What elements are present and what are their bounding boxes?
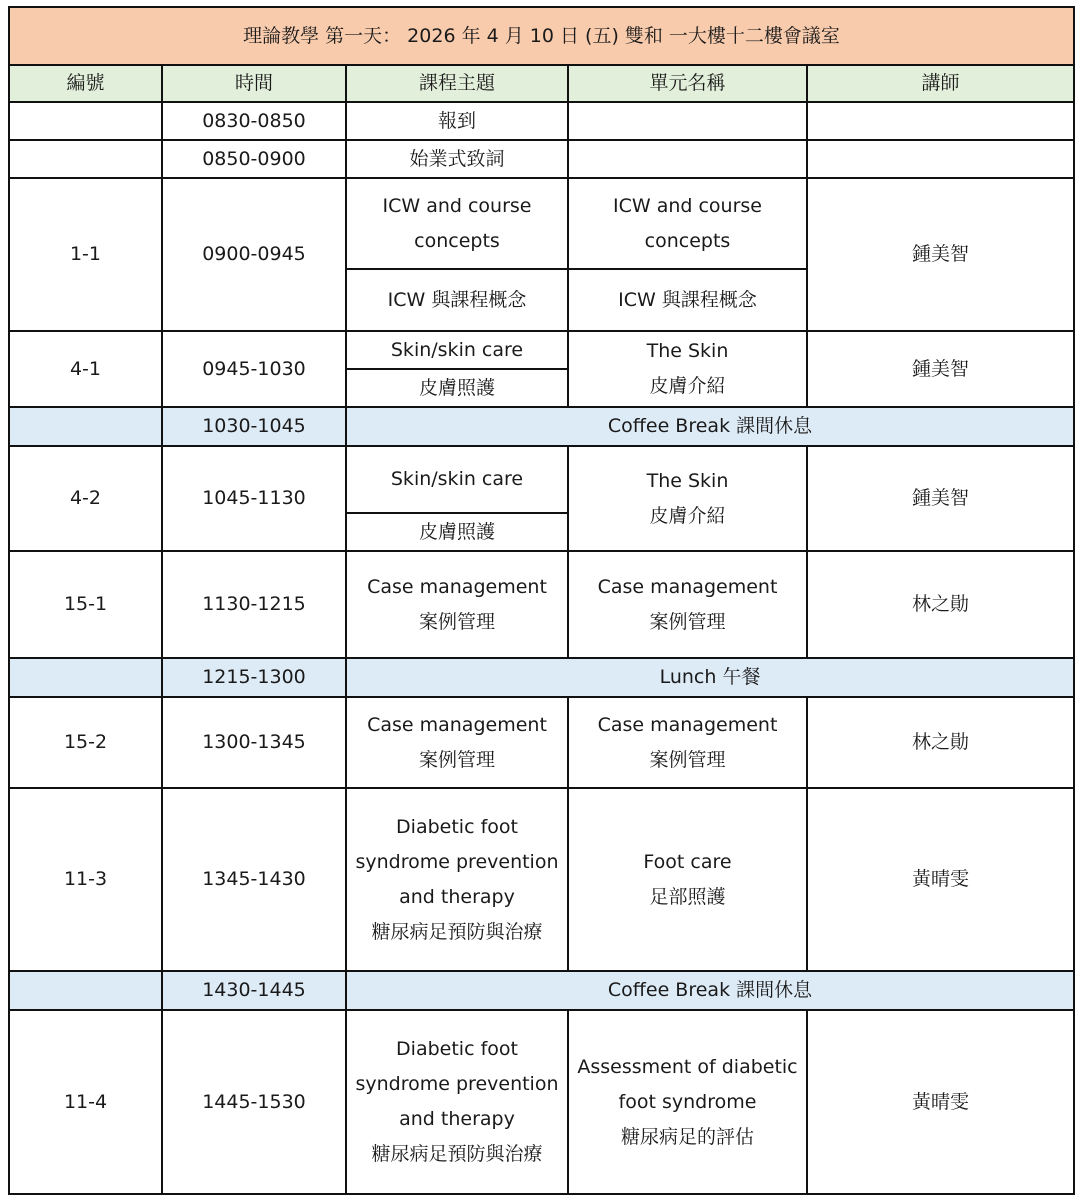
break-row (9, 407, 1074, 446)
unit-en: Case management (597, 575, 778, 598)
time-cell: 0830-0850 (162, 102, 346, 140)
unit-zh: 皮膚介紹 (649, 504, 726, 527)
code-cell (9, 658, 162, 697)
unit-zh: 皮膚介紹 (649, 375, 726, 397)
teacher-cell: 黃晴雯 (807, 1010, 1074, 1194)
time-cell: 0900-0945 (162, 178, 346, 331)
header-teacher: 講師 (807, 65, 1074, 102)
break-label: Coffee Break 課間休息 (346, 971, 1074, 1010)
unit-cell (568, 1010, 807, 1194)
table-row (9, 697, 1074, 788)
unit-cell (568, 140, 807, 178)
schedule-table (8, 6, 1075, 1195)
topic-cell: ICW and course concepts (346, 178, 568, 269)
time-cell: 1345-1430 (162, 788, 346, 971)
code-cell: 15-2 (9, 697, 162, 788)
code-cell (9, 971, 162, 1010)
topic-line: and therapy (399, 1108, 515, 1130)
unit-en: The Skin (646, 469, 729, 492)
code-cell: 1-1 (9, 178, 162, 331)
time-cell: 0945-1030 (162, 331, 346, 407)
break-row (9, 971, 1074, 1010)
table-row (9, 788, 1074, 971)
unit-cell: ICW and course concepts (568, 178, 807, 269)
table-row (9, 102, 1074, 140)
code-cell: 15-1 (9, 551, 162, 658)
unit-zh: 案例管理 (649, 610, 726, 633)
teacher-cell: 鍾美智 (807, 446, 1074, 551)
topic-cell: 皮膚照護 (346, 513, 568, 551)
unit-line: foot syndrome (618, 1090, 757, 1113)
unit-en: The Skin (646, 340, 729, 362)
topic-cell: ICW 與課程概念 (346, 269, 568, 331)
unit-zh: 案例管理 (649, 748, 726, 771)
table-row (9, 446, 1074, 513)
topic-cell: 報到 (346, 102, 568, 140)
code-cell: 11-3 (9, 788, 162, 971)
time-cell: 0850-0900 (162, 140, 346, 178)
topic-cell (346, 1010, 568, 1194)
time-cell: 1215-1300 (162, 658, 346, 697)
header-time: 時間 (162, 65, 346, 102)
teacher-cell: 鍾美智 (807, 331, 1074, 407)
schedule-title: 理論教學 第一天： 2026 年 4 月 10 日 (五) 雙和 一大樓十二樓會議室 (9, 7, 1074, 65)
topic-cell: Skin/skin care (346, 331, 568, 369)
time-cell: 1045-1130 (162, 446, 346, 551)
time-cell: 1300-1345 (162, 697, 346, 788)
unit-cell (568, 446, 807, 551)
topic-zh: 案例管理 (418, 748, 495, 771)
teacher-cell (807, 140, 1074, 178)
topic-line: Diabetic foot (396, 1038, 518, 1060)
table-row (9, 178, 1074, 269)
code-cell: 4-2 (9, 446, 162, 551)
unit-cell (568, 697, 807, 788)
topic-cell: 皮膚照護 (346, 369, 568, 407)
topic-zh: 糖尿病足預防與治療 (371, 920, 543, 943)
break-label: Lunch 午餐 (346, 658, 1074, 697)
code-cell (9, 102, 162, 140)
unit-zh: 糖尿病足的評估 (620, 1125, 754, 1148)
code-cell: 4-1 (9, 331, 162, 407)
break-row (9, 658, 1074, 697)
topic-cell: Skin/skin care (346, 446, 568, 513)
code-cell (9, 140, 162, 178)
topic-line: syndrome prevention (355, 850, 559, 873)
topic-zh: 糖尿病足預防與治療 (371, 1143, 543, 1165)
time-cell: 1130-1215 (162, 551, 346, 658)
time-cell: 1445-1530 (162, 1010, 346, 1194)
topic-line: syndrome prevention (355, 1073, 559, 1095)
topic-cell (346, 697, 568, 788)
teacher-cell (807, 102, 1074, 140)
topic-line: and therapy (399, 885, 515, 908)
unit-line: Assessment of diabetic (577, 1055, 798, 1078)
topic-cell (346, 551, 568, 658)
topic-cell: 始業式致詞 (346, 140, 568, 178)
topic-cell (346, 788, 568, 971)
time-cell: 1430-1445 (162, 971, 346, 1010)
header-unit: 單元名稱 (568, 65, 807, 102)
topic-line: Diabetic foot (396, 815, 518, 838)
teacher-cell: 黃晴雯 (807, 788, 1074, 971)
unit-zh: 足部照護 (649, 885, 726, 908)
unit-cell (568, 788, 807, 971)
unit-cell (568, 331, 807, 407)
break-label: Coffee Break 課間休息 (346, 407, 1074, 446)
code-cell: 11-4 (9, 1010, 162, 1194)
topic-en: Case management (367, 575, 547, 598)
table-row (9, 331, 1074, 369)
table-row (9, 551, 1074, 658)
header-code: 編號 (9, 65, 162, 102)
teacher-cell: 鍾美智 (807, 178, 1074, 331)
unit-cell (568, 551, 807, 658)
header-topic: 課程主題 (346, 65, 568, 102)
table-row (9, 140, 1074, 178)
table-row (9, 1010, 1074, 1194)
unit-en: Case management (597, 713, 778, 736)
teacher-cell: 林之勛 (807, 697, 1074, 788)
unit-cell: ICW 與課程概念 (568, 269, 807, 331)
code-cell (9, 407, 162, 446)
topic-en: Case management (367, 713, 547, 736)
time-cell: 1030-1045 (162, 407, 346, 446)
unit-cell (568, 102, 807, 140)
teacher-cell: 林之勛 (807, 551, 1074, 658)
unit-en: Foot care (643, 850, 732, 873)
topic-zh: 案例管理 (418, 610, 495, 633)
